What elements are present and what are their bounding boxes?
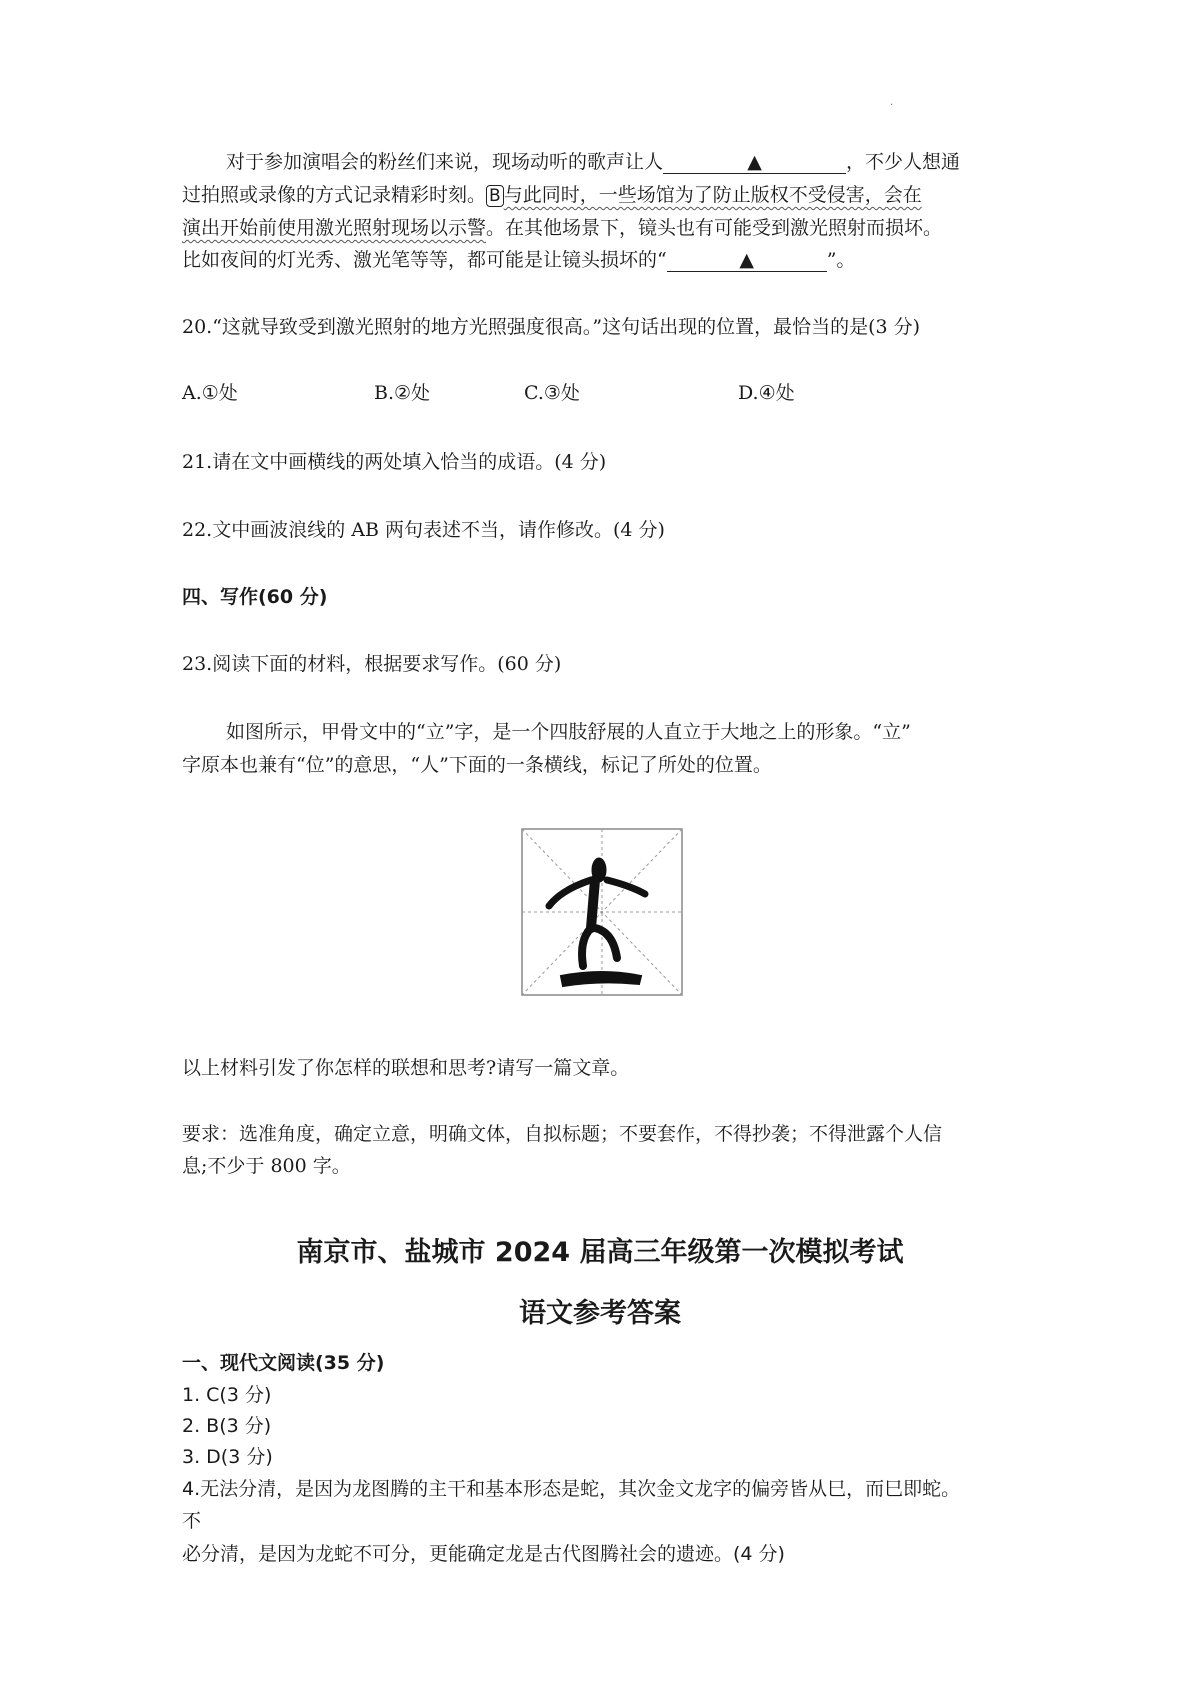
option-a: A.①处 <box>182 382 238 404</box>
question-20: 20.“这就导致受到激光照射的地方光照强度很高。”这句话出现的位置，最恰当的是(3 分) <box>182 316 921 338</box>
answer-2: 2. B(3 分) <box>182 1415 272 1437</box>
answer-4-line-1: 4.无法分清，是因为龙图腾的主干和基本形态是蛇，其次金文龙字的偏旁皆从巳，而巳即蛇。 <box>182 1478 961 1500</box>
corner-mark: · <box>890 100 894 111</box>
blank-1 <box>663 151 846 174</box>
blank-2 <box>667 249 827 272</box>
oracle-bone-li-figure <box>521 828 683 996</box>
question-23: 23.阅读下面的材料，根据要求写作。(60 分) <box>182 653 562 675</box>
option-d: D.④处 <box>738 382 795 404</box>
answer-3: 3. D(3 分) <box>182 1446 273 1468</box>
wavy-sentence-b: 与此同时，一些场馆为了防止版权不受侵害，会在 <box>503 184 922 206</box>
requirements-line-1: 要求：选准角度，确定立意，明确文体，自拟标题；不要套作，不得抄袭；不得泄露个人信 <box>182 1123 943 1145</box>
option-c: C.③处 <box>524 382 580 404</box>
blank-marker-icon: ▲ <box>747 151 762 173</box>
material-line-1: 如图所示，甲骨文中的“立”字，是一个四肢舒展的人直立于大地之上的形象。“立” <box>226 721 911 743</box>
answer-1: 1. C(3 分) <box>182 1384 272 1406</box>
writing-prompt: 以上材料引发了你怎样的联想和思考?请写一篇文章。 <box>182 1057 630 1079</box>
passage-line-4: 比如夜间的灯光秀、激光笔等等，都可能是让镜头损坏的“ ▲ ”。 <box>182 249 856 271</box>
answer-key-subtitle: 语文参考答案 <box>519 1298 681 1329</box>
material-line-2: 字原本也兼有“位”的意思，“人”下面的一条横线，标记了所处的位置。 <box>182 754 772 776</box>
wavy-sentence-b-cont: 演出开始前使用激光照射现场以示警 <box>182 217 487 239</box>
label-b: B <box>486 185 504 207</box>
answer-key-title: 南京市、盐城市 2024 届高三年级第一次模拟考试 <box>296 1237 904 1268</box>
passage-line-2: 过拍照或录像的方式记录精彩时刻。 B 与此同时，一些场馆为了防止版权不受侵害，会在 <box>182 184 922 206</box>
answer-4-line-3: 必分清，是因为龙蛇不可分，更能确定龙是古代图腾社会的遗迹。(4 分) <box>182 1543 785 1565</box>
question-21: 21.请在文中画横线的两处填入恰当的成语。(4 分) <box>182 451 607 473</box>
oracle-bone-li-icon <box>521 828 683 996</box>
question-22: 22.文中画波浪线的 AB 两句表述不当，请作修改。(4 分) <box>182 519 665 541</box>
requirements-line-2: 息;不少于 800 字。 <box>182 1155 351 1177</box>
blank-marker-icon: ▲ <box>739 249 755 271</box>
answer-4-line-2: 不 <box>182 1510 202 1532</box>
passage-line-1: 对于参加演唱会的粉丝们来说，现场动听的歌声让人 ▲ ，不少人想通 <box>226 151 961 173</box>
passage-line-3: 演出开始前使用激光照射现场以示警。在其他场景下，镜头也有可能受到激光照射而损坏。 <box>182 217 943 239</box>
section-writing-heading: 四、写作(60 分) <box>182 586 328 608</box>
option-b: B.②处 <box>374 382 431 404</box>
answer-section-1: 一、现代文阅读(35 分) <box>182 1352 385 1374</box>
